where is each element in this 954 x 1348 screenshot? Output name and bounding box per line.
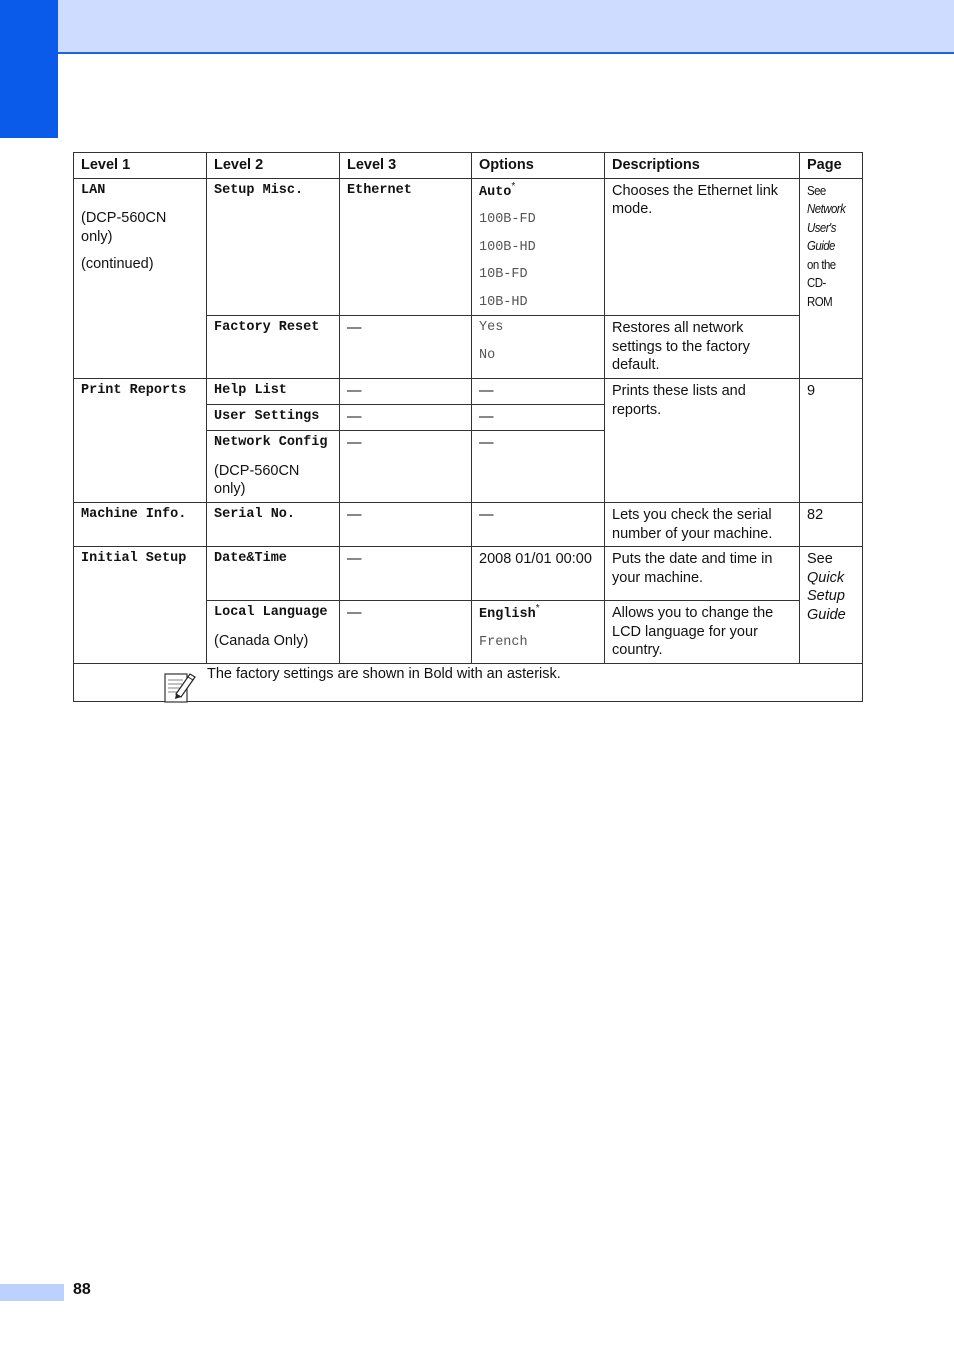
serial-no-level3: —	[340, 503, 472, 547]
initial-setup-page-see: See	[807, 551, 833, 567]
serial-no-page: 82	[800, 503, 863, 547]
serial-no-level2: Serial No.	[207, 503, 340, 547]
local-language-note: (Canada Only)	[214, 632, 309, 649]
machine-info-level1: Machine Info.	[74, 503, 207, 547]
col-header-level2: Level 2	[207, 153, 340, 179]
lan-level1-cell	[74, 178, 207, 379]
user-settings-options: —	[472, 405, 605, 431]
lan-level1: LAN	[81, 182, 106, 198]
lan-page-ref-5: CD-ROM	[807, 275, 833, 309]
col-header-level1: Level 1	[74, 153, 207, 179]
local-language-description: Allows you to change the LCD language for your country.	[605, 601, 800, 664]
initial-setup-page-ref-1: Quick	[807, 569, 845, 586]
table-header-row	[74, 153, 863, 179]
serial-no-description: Lets you check the serial number of your machine.	[605, 503, 800, 547]
option-10b-hd: 10B-HD	[479, 294, 528, 310]
table-row	[74, 547, 863, 601]
serial-no-options: —	[472, 503, 605, 547]
lan-page-ref-1: Network	[807, 201, 846, 216]
local-language-cell	[207, 601, 340, 664]
initial-setup-level1: Initial Setup	[74, 547, 207, 664]
factory-reset-level2: Factory Reset	[207, 316, 340, 379]
local-language-level3: —	[340, 601, 472, 664]
lan-page-cell	[800, 178, 863, 379]
default-asterisk: *	[535, 603, 540, 615]
ethernet-options	[472, 178, 605, 316]
table-row	[74, 178, 863, 316]
network-config-cell	[207, 431, 340, 503]
col-header-options: Options	[472, 153, 605, 179]
initial-setup-page-ref-2: Setup	[807, 588, 845, 604]
factory-reset-options	[472, 316, 605, 379]
lan-page-ref-4: on the	[807, 256, 836, 272]
table-row	[74, 503, 863, 547]
col-header-level3: Level 3	[340, 153, 472, 179]
help-list-level3: —	[340, 379, 472, 405]
col-header-page: Page	[800, 153, 863, 179]
date-time-options: 2008 01/01 00:00	[472, 547, 605, 601]
local-language-level2: Local Language	[214, 605, 328, 620]
page-number: 88	[73, 1281, 91, 1298]
note-cell	[74, 664, 863, 702]
col-header-descriptions: Descriptions	[605, 153, 800, 179]
factory-reset-level3: —	[340, 316, 472, 379]
setup-misc-level2: Setup Misc.	[207, 178, 340, 316]
network-config-options: —	[472, 431, 605, 503]
lan-level1-note: (DCP-560CN only)	[81, 210, 167, 245]
ethernet-description: Chooses the Ethernet link mode.	[605, 178, 800, 316]
option-no: No	[479, 347, 496, 363]
network-config-note: (DCP-560CN only)	[214, 462, 300, 497]
option-auto: Auto	[479, 184, 512, 200]
factory-reset-description: Restores all network settings to the factory default.	[605, 316, 800, 379]
option-french: French	[479, 634, 528, 650]
note-text: The factory settings are shown in Bold with an asterisk.	[207, 666, 561, 682]
help-list-options: —	[472, 379, 605, 405]
footer-band	[0, 1284, 64, 1301]
print-reports-page: 9	[800, 379, 863, 503]
menu-table	[73, 152, 863, 702]
table-row	[74, 379, 863, 405]
user-settings-level2: User Settings	[207, 405, 340, 431]
local-language-options	[472, 601, 605, 664]
print-reports-level1: Print Reports	[74, 379, 207, 503]
note-pencil-icon	[162, 668, 198, 704]
note-row	[74, 664, 863, 702]
option-100b-fd: 100B-FD	[479, 212, 536, 227]
lan-page-see: See	[807, 182, 826, 198]
lan-page-ref-2: User's	[807, 219, 836, 235]
initial-setup-page-ref-3: Guide	[807, 606, 846, 623]
option-10b-fd: 10B-FD	[479, 267, 528, 282]
initial-setup-page-cell	[800, 547, 863, 664]
option-yes: Yes	[479, 320, 504, 335]
default-asterisk: *	[511, 180, 516, 192]
date-time-description: Puts the date and time in your machine.	[605, 547, 800, 601]
ethernet-level3: Ethernet	[340, 178, 472, 316]
help-list-level2: Help List	[207, 379, 340, 405]
option-100b-hd: 100B-HD	[479, 239, 536, 255]
lan-level1-continued: (continued)	[81, 256, 154, 272]
header-band	[58, 0, 954, 54]
print-reports-description: Prints these lists and reports.	[605, 379, 800, 503]
network-config-level3: —	[340, 431, 472, 503]
user-settings-level3: —	[340, 405, 472, 431]
chapter-tab	[0, 0, 58, 138]
lan-page-ref-3: Guide	[807, 238, 835, 253]
option-english: English	[479, 607, 536, 622]
date-time-level3: —	[340, 547, 472, 601]
date-time-level2: Date&Time	[207, 547, 340, 601]
network-config-level2: Network Config	[214, 435, 328, 450]
